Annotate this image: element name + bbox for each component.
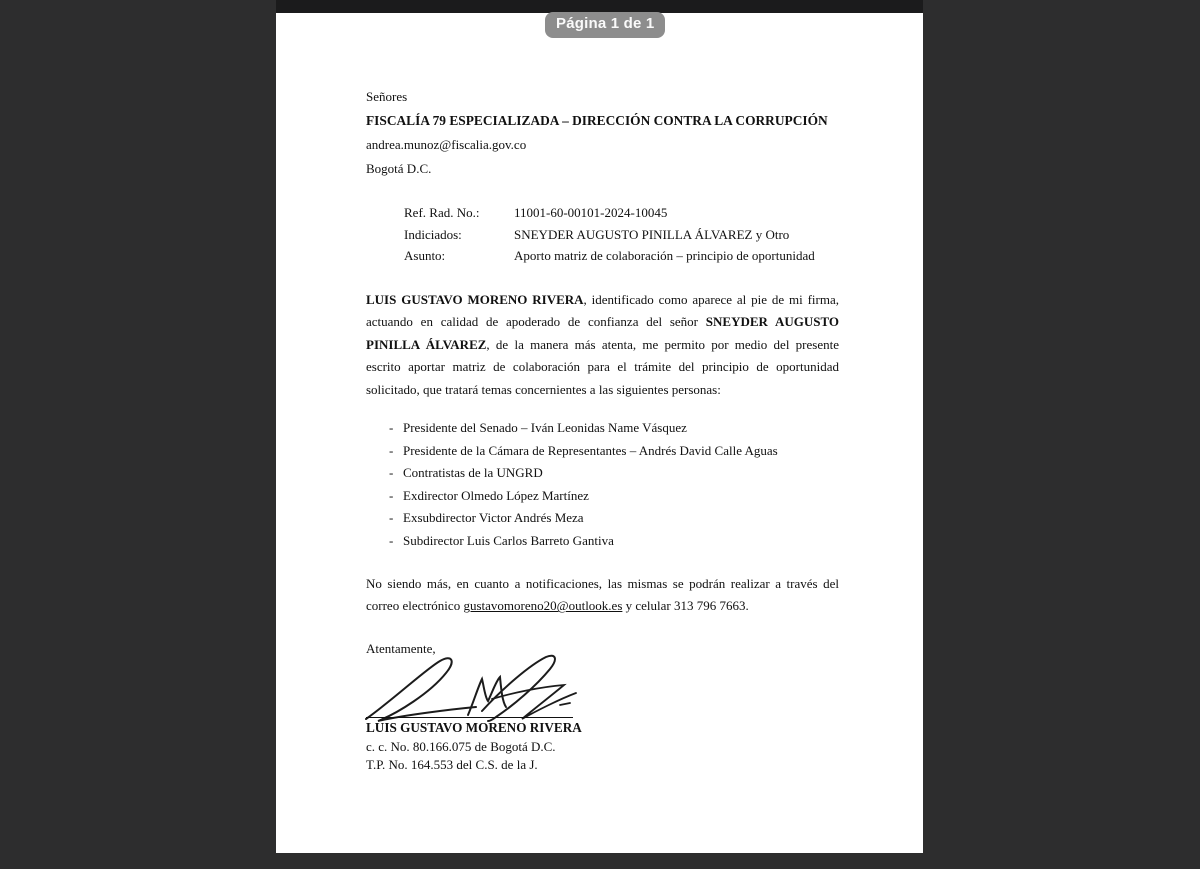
recipient-entity: FISCALÍA 79 ESPECIALIZADA – DIRECCIÓN CONTRA LA CORRUPCIÓN (366, 113, 828, 128)
document-page (276, 13, 923, 853)
list-item-dash: - (389, 510, 394, 526)
list-item-dash: - (389, 532, 394, 548)
text-segment: y celular 313 796 7663. (622, 598, 749, 614)
list-item-text: Contratistas de la UNGRD (403, 465, 543, 481)
reference-row (404, 224, 854, 246)
text-segment: SNEYDER AUGUSTO PINILLA ÁLVAREZ (366, 314, 839, 352)
list-item (389, 462, 829, 485)
signer-block (366, 719, 706, 775)
signer-tp: T.P. No. 164.553 del C.S. de la J. (366, 757, 538, 773)
text-segment: No siendo más, en cuanto a notificaciones, las mismas se podrán realizar a través del correo electrónico (366, 576, 839, 614)
list-item (389, 530, 829, 553)
recipient-city: Bogotá D.C. (366, 161, 432, 176)
signer-id: c. c. No. 80.166.075 de Bogotá D.C. (366, 738, 556, 754)
list-item (389, 507, 829, 530)
reference-label: Indiciados: (404, 226, 462, 242)
email-link[interactable]: gustavomoreno20@outlook.es (463, 598, 623, 614)
signature-image (364, 653, 594, 725)
reference-label: Asunto: (404, 248, 446, 263)
body-paragraph (366, 289, 839, 401)
list-item-dash: - (389, 442, 394, 458)
signature-line (366, 717, 573, 718)
reference-value: SNEYDER AUGUSTO PINILLA ÁLVAREZ y Otro (514, 226, 790, 242)
recipient-salutation: Señores (366, 89, 408, 104)
list-item-text: Presidente de la Cámara de Representantes – Andrés David Calle Aguas (403, 442, 778, 458)
reference-value: 11001-60-00101-2024-10045 (514, 205, 668, 220)
list-item-text: Exdirector Olmedo López Martínez (403, 487, 589, 503)
list-item-dash: - (389, 420, 394, 435)
list-item-text: Presidente del Senado – Iván Leonidas Name Vásquez (403, 420, 687, 435)
closing-paragraph (366, 573, 839, 618)
reference-block (404, 202, 854, 267)
text-segment: , de la manera más atenta, me permito por medio del presente escrito aportar matriz de colaboración para el trámite del principio de oportunidad solicitado, que tratará temas concernientes a las siguientes personas: (366, 336, 839, 397)
recipient-block (366, 85, 846, 181)
text-segment: , identificado como aparece al pie de mi firma, actuando en calidad de apoderado de confianza del señor (366, 292, 839, 330)
text-segment: LUIS GUSTAVO MORENO RIVERA (366, 292, 584, 307)
reference-value: Aporto matriz de colaboración – principio de oportunidad (514, 248, 815, 263)
farewell-text: Atentamente, (366, 641, 436, 656)
list-item-text: Subdirector Luis Carlos Barreto Gantiva (403, 532, 614, 548)
list-item-text: Exsubdirector Victor Andrés Meza (403, 510, 584, 526)
page-indicator-badge: Página 1 de 1 (545, 12, 665, 38)
reference-label: Ref. Rad. No.: (404, 205, 480, 220)
list-item-dash: - (389, 487, 394, 503)
list-item-dash: - (389, 465, 394, 481)
reference-row (404, 245, 854, 267)
signer-name: LUIS GUSTAVO MORENO RIVERA (366, 720, 582, 735)
list-item (389, 417, 829, 440)
persons-list (389, 417, 829, 553)
reference-row (404, 202, 854, 224)
recipient-email: andrea.munoz@fiscalia.gov.co (366, 137, 527, 152)
list-item (389, 440, 829, 463)
list-item (389, 485, 829, 508)
